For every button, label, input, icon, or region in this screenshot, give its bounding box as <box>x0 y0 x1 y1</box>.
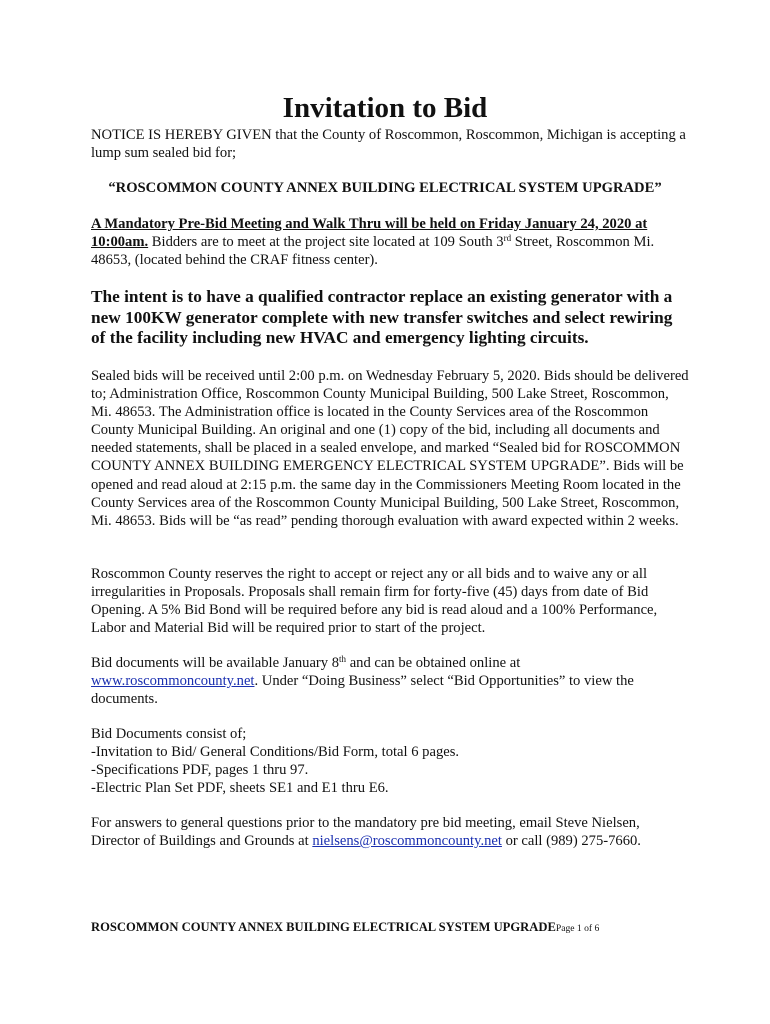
availability-text-end: . Under “Doing Business” select “Bid Opportunities” to view the documents. <box>91 673 634 708</box>
meeting-location-text-end: Street, Roscommon Mi. 48653, (located behind the CRAF fitness center). <box>91 234 655 269</box>
page-footer <box>91 919 599 937</box>
bid-documents-heading: Bid Documents consist of; <box>91 726 247 742</box>
meeting-announcement: A Mandatory Pre-Bid Meeting and Walk Thru will be held on Friday January 24, 2020 at 10:00am. <box>91 216 648 251</box>
availability-paragraph <box>91 654 691 708</box>
county-website-link[interactable]: www.roscommoncounty.net <box>91 673 255 690</box>
project-name: “ROSCOMMON COUNTY ANNEX BUILDING ELECTRICAL SYSTEM UPGRADE” <box>108 180 662 196</box>
notice-paragraph: NOTICE IS HEREBY GIVEN that the County of Roscommon, Roscommon, Michigan is accepting a lump sum sealed bid for; <box>91 127 686 162</box>
sealed-bids-paragraph: Sealed bids will be received until 2:00 p.m. on Wednesday February 5, 2020. Bids should be delivered to; Administration Office, Roscommon County Municipal Building, 500 Lake Street, Roscommon, Mi. 48653. The Administration office is located in the County Services area of the Roscommon County Municipal Building. An original and one (1) copy of the bid, including all documents and needed statements, shall be placed in a sealed envelope, and marked “Sealed bid for ROSCOMMON COUNTY ANNEX BUILDING EMERGENCY ELECTRICAL SYSTEM UPGRADE”. Bids will be opened and read aloud at 2:15 p.m. the same day in the Commissioners Meeting Room located in the County Services area of the Roscommon County Municipal Building, 500 Lake Street, Roscommon, Mi. 48653. Bids will be “as read” pending thorough evaluation with award expected within 2 weeks. <box>91 368 689 529</box>
list-item: -Specifications PDF, pages 1 thru 97. <box>91 762 309 779</box>
intent-paragraph: The intent is to have a qualified contractor replace an existing generator with a new 100KW generator complete with new transfer switches and select rewiring of the facility including new HVAC and emergency lighting circuits. <box>91 287 673 347</box>
contact-text: For answers to general questions prior to the mandatory pre bid meeting, email Steve Nielsen, Director of Buildings and Grounds at <box>91 815 640 850</box>
availability-sup: th <box>339 654 347 664</box>
reserve-rights-paragraph: Roscommon County reserves the right to accept or reject any or all bids and to waive any or all irregularities in Proposals. Proposals shall remain firm for forty-five (45) days from date of Bid Opening. A 5% Bid Bond will be required before any bid is read aloud and a 100% Performance, Labor and Material Bid will be required prior to start of the project. <box>91 566 658 637</box>
list-item: -Electric Plan Set PDF, sheets SE1 and E1 thru E6. <box>91 780 389 797</box>
page-number: Page 1 of 6 <box>555 923 600 934</box>
meeting-location-text: Bidders are to meet at the project site located at 109 South 3 <box>148 234 504 251</box>
meeting-location-sup: rd <box>503 233 512 244</box>
availability-text-mid: and can be obtained online at <box>346 655 521 671</box>
list-item: -Invitation to Bid/ General Conditions/Bid Form, total 6 pages. <box>91 744 460 761</box>
meeting-paragraph <box>91 215 691 269</box>
contact-paragraph <box>91 814 691 850</box>
contact-email-link[interactable]: nielsens@roscommoncounty.net <box>312 833 502 850</box>
footer-title: ROSCOMMON COUNTY ANNEX BUILDING ELECTRICAL SYSTEM UPGRADE <box>91 920 556 934</box>
availability-text: Bid documents will be available January 8 <box>91 655 340 671</box>
document-title: Invitation to Bid <box>282 92 488 124</box>
contact-text-end: or call (989) 275-7660. <box>501 833 641 850</box>
bid-documents-list <box>91 725 691 797</box>
